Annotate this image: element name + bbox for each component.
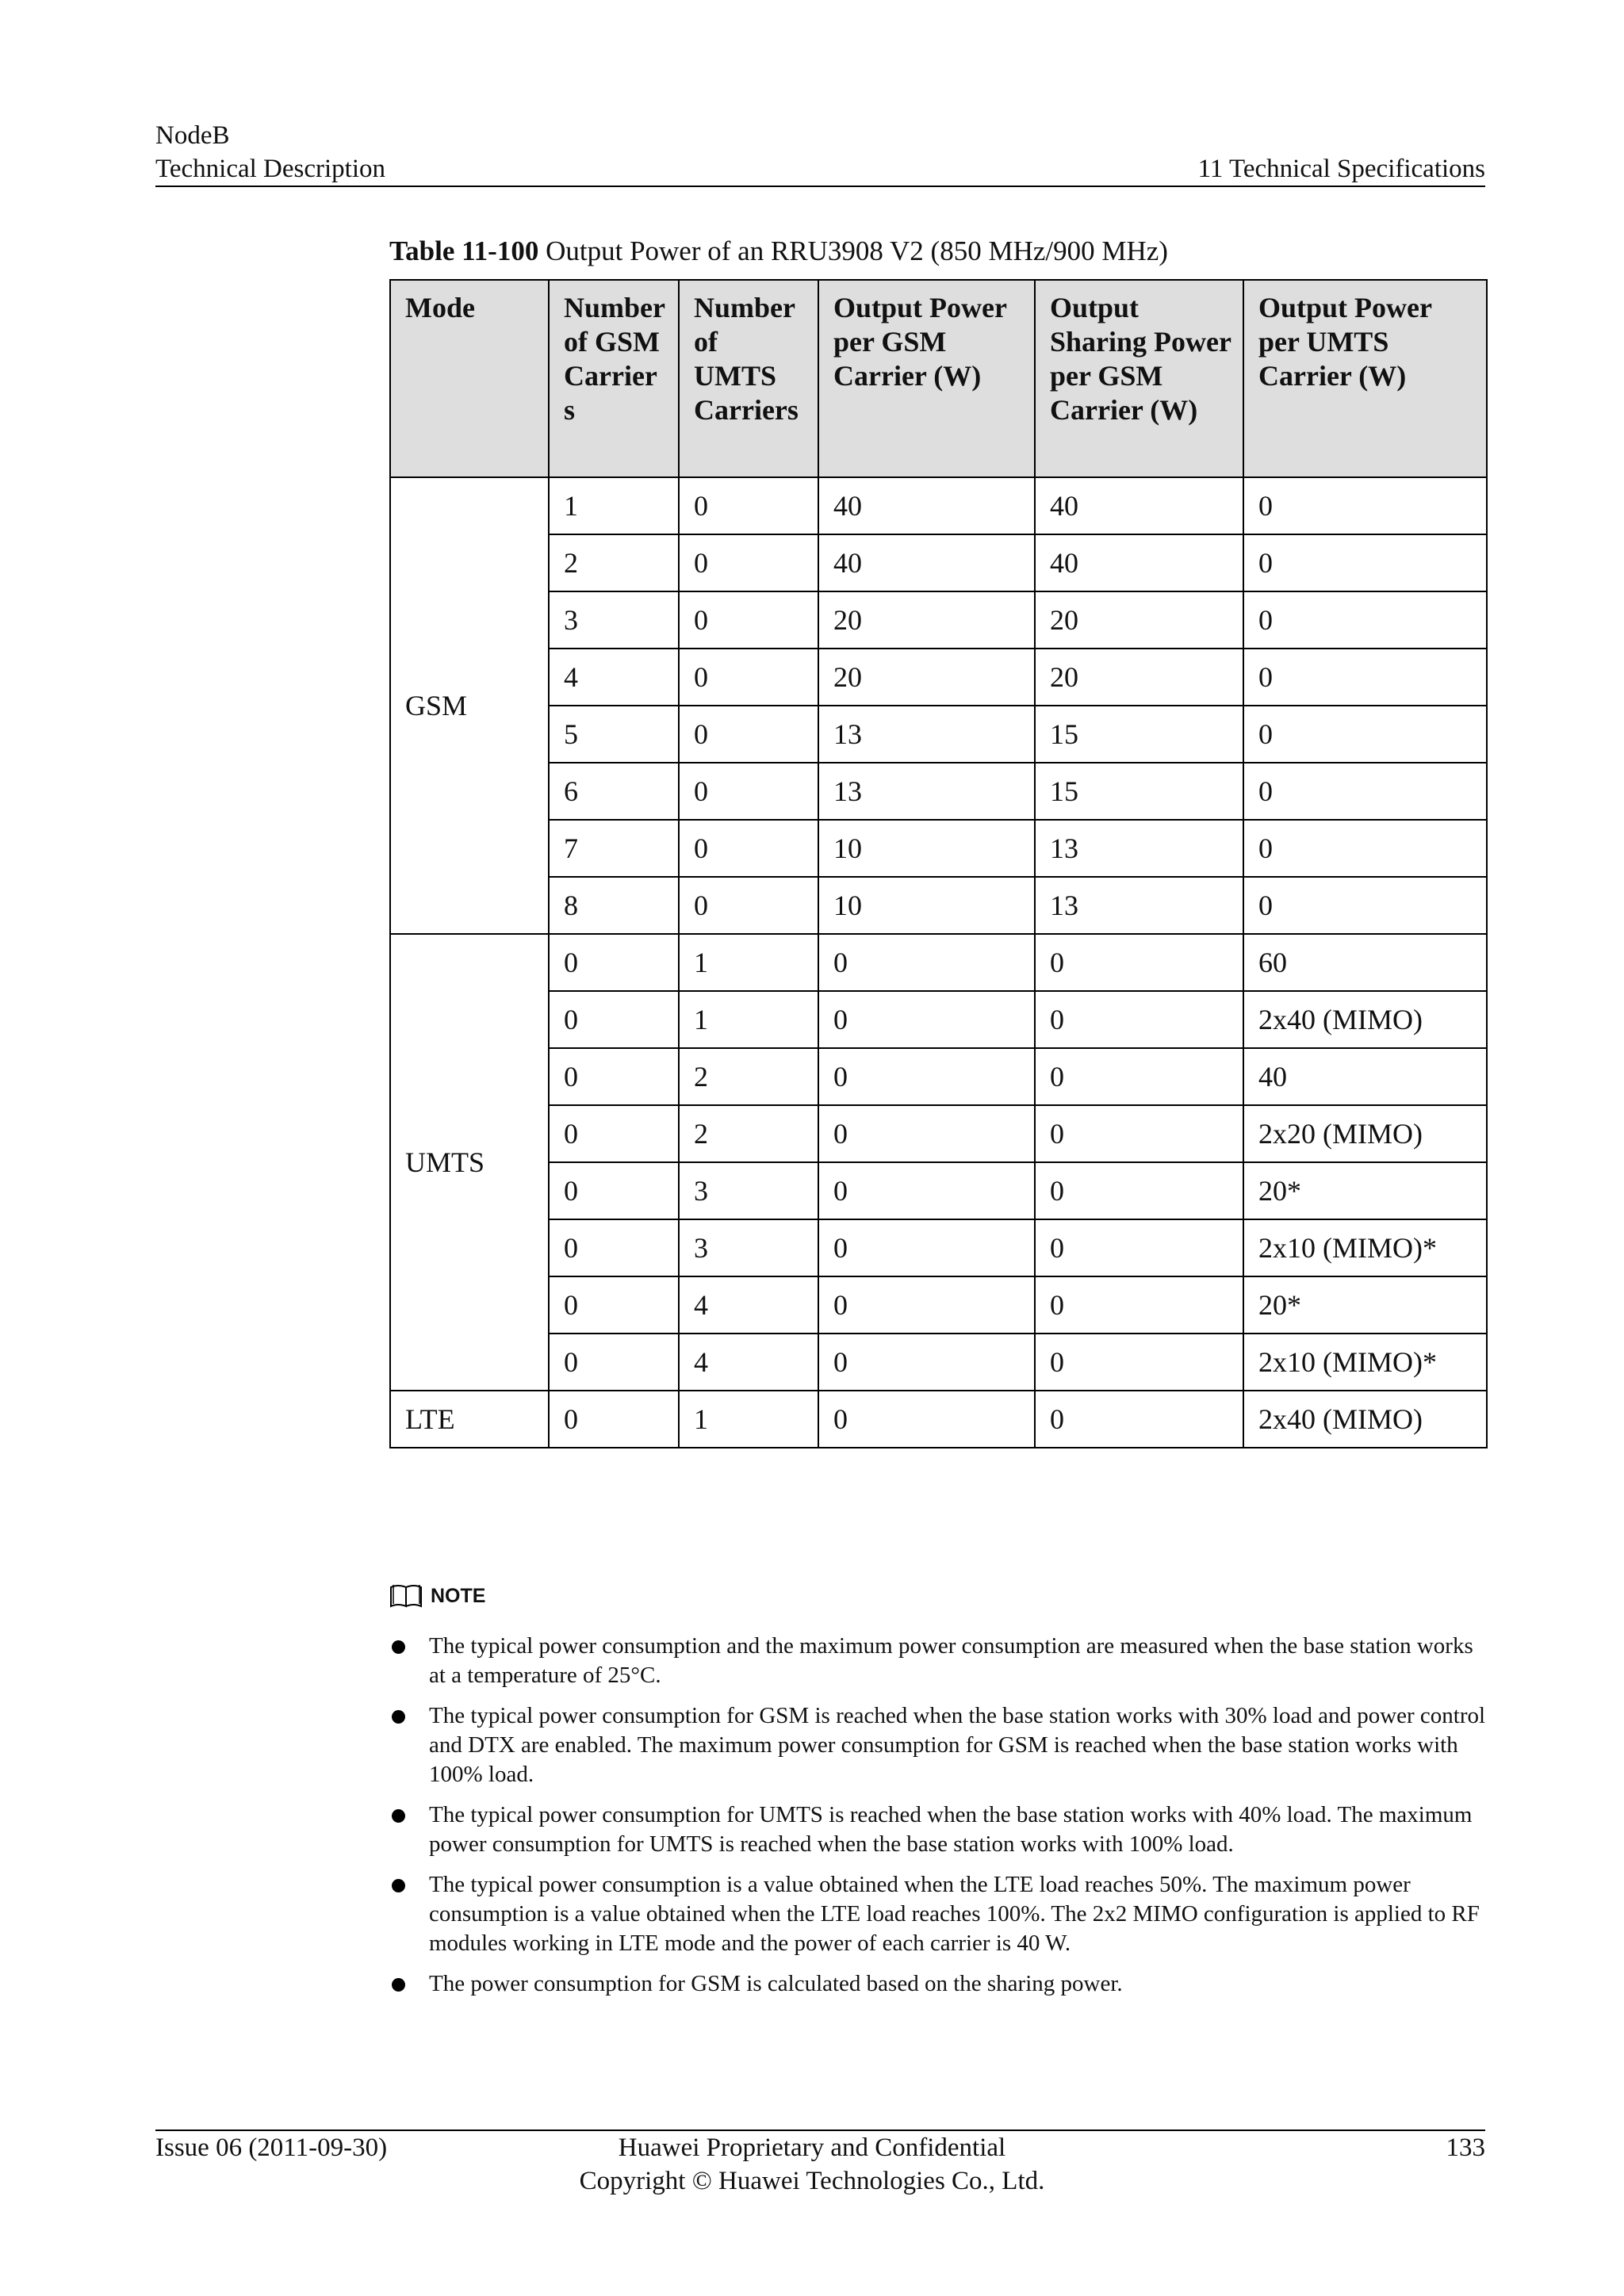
table-cell: 2x10 (MIMO)* <box>1243 1219 1487 1276</box>
table-row <box>390 763 1487 820</box>
table-cell: 4 <box>679 1334 818 1391</box>
table-cell: 0 <box>818 1162 1035 1219</box>
note-header <box>389 1580 485 1612</box>
bullet-icon <box>392 1640 405 1654</box>
table-cell: 0 <box>679 477 818 534</box>
table-cell: 0 <box>549 1219 679 1276</box>
table-cell: 40 <box>1243 1048 1487 1105</box>
column-header: Number of GSM Carriers <box>549 280 679 477</box>
table-row <box>390 1219 1487 1276</box>
table-cell: 20 <box>818 591 1035 649</box>
header-chapter: 11 Technical Specifications <box>1197 155 1485 183</box>
table-cell: 0 <box>1035 1334 1243 1391</box>
table-cell: 3 <box>679 1219 818 1276</box>
column-header: Output Power per UMTS Carrier (W) <box>1243 280 1487 477</box>
table-cell: 0 <box>1243 706 1487 763</box>
table-row <box>390 1276 1487 1334</box>
table-cell: 13 <box>1035 820 1243 877</box>
table-cell: 40 <box>818 534 1035 591</box>
table-cell: 20* <box>1243 1276 1487 1334</box>
table-cell: 4 <box>549 649 679 706</box>
table-cell: 20 <box>1035 591 1243 649</box>
table-row <box>390 991 1487 1048</box>
table-cell: 2 <box>679 1105 818 1162</box>
table-cell: 0 <box>1035 1276 1243 1334</box>
table-cell: 0 <box>818 1391 1035 1448</box>
mode-cell: UMTS <box>390 934 549 1391</box>
table-cell: 0 <box>549 991 679 1048</box>
table-cell: 0 <box>679 534 818 591</box>
table-cell: 2x10 (MIMO)* <box>1243 1334 1487 1391</box>
table-cell: 0 <box>1243 649 1487 706</box>
page-header-left <box>155 119 385 186</box>
table-cell: 10 <box>818 820 1035 877</box>
table-row <box>390 934 1487 991</box>
table-cell: 0 <box>818 1276 1035 1334</box>
table-caption <box>389 234 1168 269</box>
column-header: Output Power per GSM Carrier (W) <box>818 280 1035 477</box>
table-cell: 0 <box>1035 1219 1243 1276</box>
table-cell: 0 <box>1035 991 1243 1048</box>
table-cell: 60 <box>1243 934 1487 991</box>
table-cell: 7 <box>549 820 679 877</box>
book-icon <box>389 1582 424 1609</box>
table-cell: 0 <box>818 1334 1035 1391</box>
bullet-icon <box>392 1978 405 1992</box>
table-cell: 20 <box>818 649 1035 706</box>
table-cell: 40 <box>1035 477 1243 534</box>
table-cell: 0 <box>549 934 679 991</box>
header-product: NodeB <box>155 121 230 150</box>
table-body <box>390 477 1487 1448</box>
table-row <box>390 1391 1487 1448</box>
table-cell: 1 <box>679 991 818 1048</box>
table-cell: 5 <box>549 706 679 763</box>
table-cell: 0 <box>1243 820 1487 877</box>
note-label: NOTE <box>431 1584 486 1607</box>
table-row <box>390 706 1487 763</box>
page-number: 133 <box>1446 2133 1485 2162</box>
table-row <box>390 820 1487 877</box>
column-header: Number of UMTS Carriers <box>679 280 818 477</box>
table-cell: 0 <box>549 1276 679 1334</box>
note-item: The typical power consumption and the maximum power consumption are measured when the base station works at a temperature of 25°C. <box>389 1632 1486 1690</box>
table-row <box>390 649 1487 706</box>
table-row <box>390 591 1487 649</box>
table-cell: 0 <box>549 1391 679 1448</box>
table-cell: 2 <box>549 534 679 591</box>
table-cell: 0 <box>1035 1105 1243 1162</box>
table-row <box>390 1105 1487 1162</box>
table-cell: 0 <box>818 991 1035 1048</box>
table-cell: 0 <box>818 1219 1035 1276</box>
header-divider <box>155 186 1485 187</box>
table-cell: 0 <box>679 820 818 877</box>
table-cell: 0 <box>818 934 1035 991</box>
table-cell: 2 <box>679 1048 818 1105</box>
column-header: Mode <box>390 280 549 477</box>
table-caption-label: Table 11-100 <box>389 235 539 266</box>
table-row <box>390 534 1487 591</box>
table-caption-text: Output Power of an RRU3908 V2 (850 MHz/900 MHz) <box>546 235 1168 266</box>
mode-cell: LTE <box>390 1391 549 1448</box>
table-cell: 0 <box>549 1048 679 1105</box>
bullet-icon <box>392 1809 405 1823</box>
table-cell: 0 <box>549 1334 679 1391</box>
note-item: The power consumption for GSM is calculated based on the sharing power. <box>389 1969 1486 1999</box>
table-cell: 0 <box>679 706 818 763</box>
header-doc-title: Technical Description <box>155 155 385 183</box>
note-item: The typical power consumption is a value obtained when the LTE load reaches 50%. The maximum power consumption is a value obtained when the LTE load reaches 100%. The 2x2 MIMO configuration is applied to RF modules working in LTE mode and the power of each carrier is 40 W. <box>389 1870 1486 1958</box>
table-row <box>390 1334 1487 1391</box>
footer-confidential: Huawei Proprietary and Confidential <box>618 2133 1006 2162</box>
note-list <box>389 1632 1486 2010</box>
table-cell: 20* <box>1243 1162 1487 1219</box>
table-cell: 2x40 (MIMO) <box>1243 1391 1487 1448</box>
footer-copyright: Copyright © Huawei Technologies Co., Ltd. <box>579 2167 1045 2195</box>
table-header-row <box>390 280 1487 477</box>
table-cell: 0 <box>1243 591 1487 649</box>
column-header: Output Sharing Power per GSM Carrier (W) <box>1035 280 1243 477</box>
table-cell: 0 <box>1035 1391 1243 1448</box>
table-cell: 40 <box>1035 534 1243 591</box>
table-cell: 2x20 (MIMO) <box>1243 1105 1487 1162</box>
table-cell: 15 <box>1035 763 1243 820</box>
table-cell: 0 <box>549 1162 679 1219</box>
table-row <box>390 1048 1487 1105</box>
output-power-table <box>389 279 1488 1448</box>
table-cell: 0 <box>679 877 818 934</box>
table-cell: 0 <box>679 649 818 706</box>
table-cell: 13 <box>818 763 1035 820</box>
table-row <box>390 1162 1487 1219</box>
table-cell: 0 <box>679 763 818 820</box>
table-cell: 15 <box>1035 706 1243 763</box>
table-cell: 2x40 (MIMO) <box>1243 991 1487 1048</box>
table-cell: 0 <box>679 591 818 649</box>
bullet-icon <box>392 1710 405 1724</box>
table-cell: 0 <box>818 1048 1035 1105</box>
note-item: The typical power consumption for GSM is reached when the base station works with 30% load and power control and DTX are enabled. The maximum power consumption for GSM is reached when the base station works with 100% load. <box>389 1701 1486 1789</box>
table-cell: 1 <box>549 477 679 534</box>
table-row <box>390 477 1487 534</box>
footer-center <box>0 2131 1624 2198</box>
table-cell: 0 <box>549 1105 679 1162</box>
table-cell: 6 <box>549 763 679 820</box>
table-cell: 4 <box>679 1276 818 1334</box>
table-row <box>390 877 1487 934</box>
table-cell: 0 <box>1035 1162 1243 1219</box>
note-item: The typical power consumption for UMTS is reached when the base station works with 40% load. The maximum power consumption for UMTS is reached when the base station works with 100% load. <box>389 1800 1486 1859</box>
table-cell: 13 <box>818 706 1035 763</box>
table-cell: 1 <box>679 1391 818 1448</box>
footer-issue: Issue 06 (2011-09-30) <box>155 2133 388 2162</box>
table-cell: 0 <box>1243 763 1487 820</box>
table-cell: 13 <box>1035 877 1243 934</box>
table-cell: 0 <box>1243 477 1487 534</box>
table-cell: 0 <box>1035 1048 1243 1105</box>
table-cell: 10 <box>818 877 1035 934</box>
table-cell: 20 <box>1035 649 1243 706</box>
bullet-icon <box>392 1879 405 1892</box>
table-cell: 1 <box>679 934 818 991</box>
table-cell: 8 <box>549 877 679 934</box>
table-cell: 40 <box>818 477 1035 534</box>
mode-cell: GSM <box>390 477 549 934</box>
table-cell: 3 <box>549 591 679 649</box>
table-cell: 0 <box>1243 877 1487 934</box>
table-cell: 3 <box>679 1162 818 1219</box>
table-cell: 0 <box>1243 534 1487 591</box>
table-cell: 0 <box>818 1105 1035 1162</box>
table-cell: 0 <box>1035 934 1243 991</box>
